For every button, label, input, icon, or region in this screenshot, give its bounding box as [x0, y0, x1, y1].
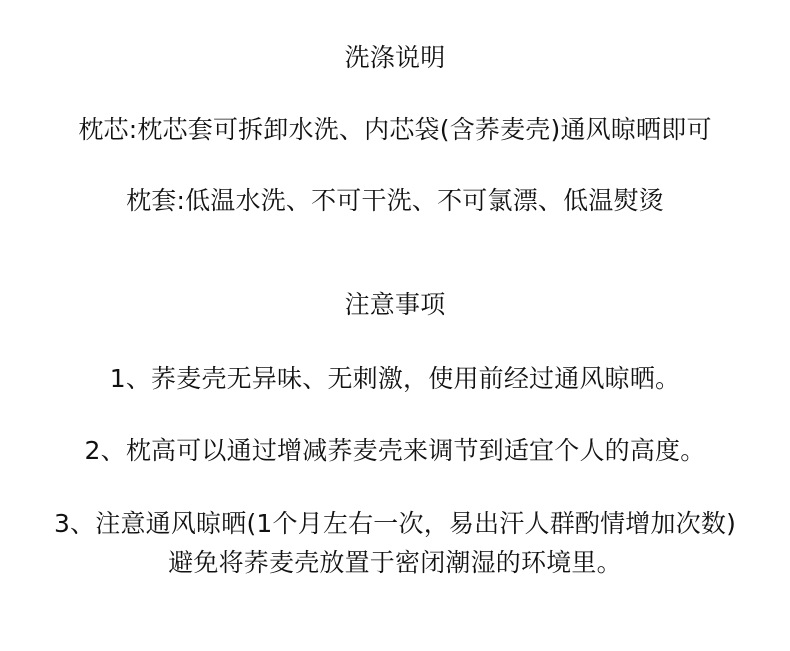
- note-item-1: 1、荞麦壳无异味、无刺激，使用前经过通风晾晒。: [109, 364, 681, 393]
- notes-title: 注意事项: [344, 290, 446, 319]
- note-item-3-continuation: 避免将荞麦壳放置于密闭潮湿的环境里。: [168, 548, 622, 577]
- note-item-3: 3、注意通风晾晒(1个月左右一次，易出汗人群酌情增加次数): [53, 509, 737, 538]
- washing-title: 洗涤说明: [344, 43, 446, 72]
- pillow-case-instruction: 枕套:低温水洗、不可干洗、不可氯漂、低温熨烫: [126, 186, 664, 215]
- pillow-core-instruction: 枕芯:枕芯套可拆卸水洗、内芯袋(含荞麦壳)通风晾晒即可: [78, 115, 712, 144]
- note-item-2: 2、枕高可以通过增减荞麦壳来调节到适宜个人的高度。: [84, 436, 706, 465]
